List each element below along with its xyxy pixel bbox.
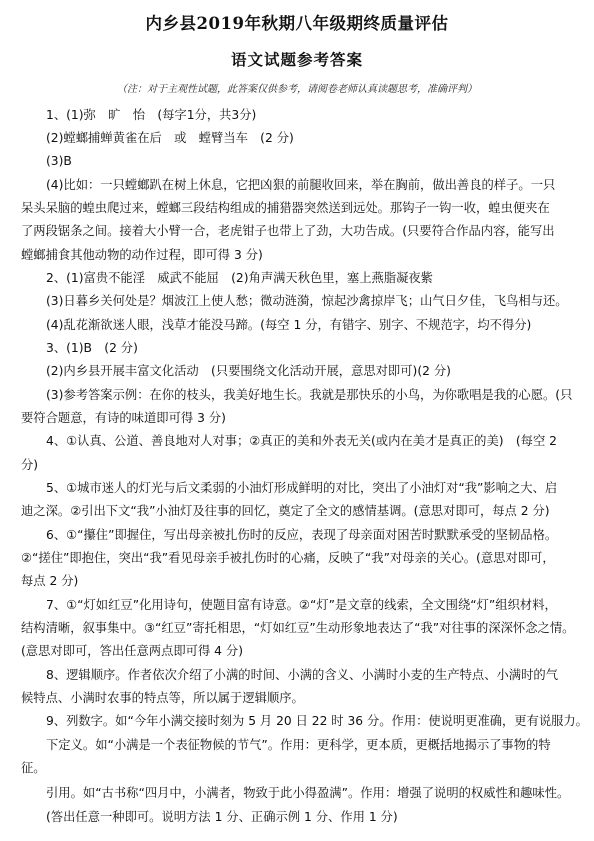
answer-line: 螳螂捕食其他动物的动作过程，即可得 3 分)	[21, 248, 263, 262]
answer-line: (3)B	[46, 154, 72, 168]
answer-line: 3、(1)B (2 分)	[46, 341, 138, 355]
answer-line: 征。	[21, 761, 46, 775]
answer-line: 结构清晰，叙事集中。③“红豆”寄托相思，“灯如红豆”生动形象地表达了“我”对往事的深深怀念之情。	[21, 621, 575, 635]
answer-line: (3)日暮乡关何处是？烟波江上使人愁；微动涟漪，惊起沙禽掠岸飞；山气日夕佳，飞鸟相与还。	[46, 294, 568, 308]
answer-line: (4)比如：一只螳螂趴在树上休息，它把凶狠的前腿收回来，举在胸前，做出善良的样子。一只	[46, 178, 556, 192]
answer-line: 候特点、小满时农事的特点等，所以属于逻辑顺序。	[21, 691, 304, 705]
answer-line: 呆头呆脑的蝗虫爬过来，螳螂三段结构组成的捕猎器突然送到远处。那钩子一钩一收，蝗虫便夹在	[21, 201, 550, 215]
answer-line: 9、列数字。如“今年小满交接时刻为 5 月 20 日 22 时 36 分。作用：使说明更准确，更有说服力。	[46, 714, 588, 728]
document-title: 内乡县2019年秋期八年级期终质量评估	[145, 14, 449, 33]
answer-line: ②“搓住”即抱住，突出“我”看见母亲手被扎伤时的心痛，反映了“我”对母亲的关心。(意思对即可，	[21, 551, 555, 565]
answer-line: (答出任意一种即可。说明方法 1 分、正确示例 1 分、作用 1 分)	[46, 810, 398, 824]
document-subtitle: 语文试题参考答案	[230, 50, 363, 69]
answer-line: 6、①“攥住”即握住，写出母亲被扎伤时的反应，表现了母亲面对困苦时默默承受的坚韧品格。	[46, 528, 558, 542]
answer-line: (2)螳螂捕蝉黄雀在后 或 螳臂当车 (2 分)	[46, 131, 294, 145]
answer-line: (3)参考答案示例：在你的枝头，我美好地生长。我就是那快乐的小鸟，为你歌唱是我的心愿。(只	[46, 388, 573, 402]
answer-line: 分)	[21, 458, 39, 472]
answer-line: 下定义。如“小满是一个表征物候的节气”。作用：更科学，更本质，更概括地揭示了事物的特	[46, 738, 551, 752]
answer-line: 7、①“灯如红豆”化用诗句，使题目富有诗意。②“灯”是文章的线索，全文围绕“灯”组织材料，	[46, 598, 557, 612]
answer-line: 每点 2 分)	[21, 574, 79, 588]
grading-note: （注：对于主观性试题，此答案仅供参考，请阅卷老师认真读题思考，准确评判）	[117, 84, 477, 95]
answer-line: 引用。如“古书称“四月中，小满者，物致于此小得盈满”。作用：增强了说明的权威性和趣味性。	[46, 786, 570, 800]
answer-line: (意思对即可，答出任意两点即可得 4 分)	[21, 644, 243, 658]
answer-line: 8、逻辑顺序。作者依次介绍了小满的时间、小满的含义、小满时小麦的生产特点、小满时的气	[46, 668, 558, 682]
answer-line: 要符合题意，有诗的味道即可得 3 分)	[21, 411, 226, 425]
answer-line: 了两段锯条之间。接着大小臂一合，老虎钳子也带上了劲，大功告成。(只要符合作品内容，能写出	[21, 224, 555, 238]
answer-line: 1、(1)弥 旷 怡 (每字1分，共3分)	[46, 108, 257, 122]
answer-line: (2)内乡县开展丰富文化活动 (只要围绕文化活动开展，意思对即可)(2 分)	[46, 364, 451, 378]
answer-line: 迪之深。②引出下文“我”小油灯及往事的回忆，奠定了全文的感情基调。(意思对即可，每点 2 分)	[21, 504, 550, 518]
answer-line: (4)乱花渐欲迷人眼，浅草才能没马蹄。(每空 1 分，有错字、别字、不规范字，均不得分)	[46, 318, 532, 332]
answer-line: 5、①城市迷人的灯光与后文柔弱的小油灯形成鲜明的对比，突出了小油灯对“我”影响之大、启	[46, 481, 558, 495]
answer-line: 2、(1)富贵不能淫 威武不能屈 (2)角声满天秋色里，塞上燕脂凝夜紫	[46, 271, 433, 285]
answer-line: 4、①认真、公道、善良地对人对事；②真正的美和外表无关(或内在美才是真正的美) (每空 2	[46, 434, 557, 448]
